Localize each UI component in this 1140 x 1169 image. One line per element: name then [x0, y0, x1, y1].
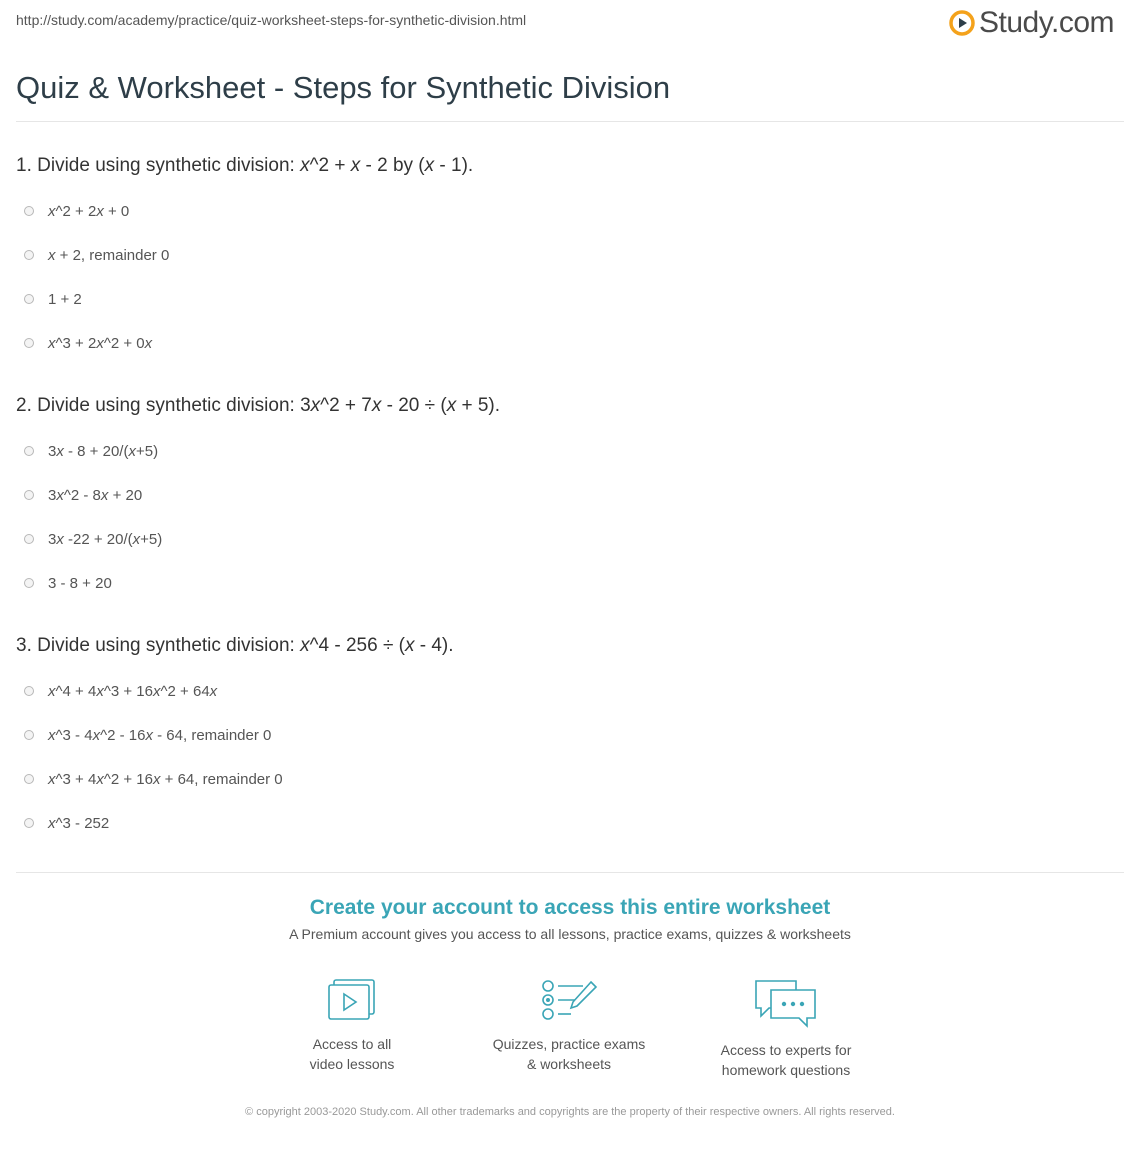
question-1 [16, 155, 1116, 365]
feature-quizzes [469, 978, 669, 1074]
answer-option[interactable] [16, 277, 1116, 321]
question-3 [16, 635, 1116, 845]
feature-label-line2: homework questions [721, 1062, 851, 1078]
answer-option-text: x^4 + 4x^3 + 16x^2 + 64x [48, 682, 218, 700]
feature-label-line1: Quizzes, practice exams [492, 1036, 646, 1052]
feature-video-lessons [252, 978, 452, 1074]
radio-button[interactable] [24, 686, 34, 696]
answer-option[interactable] [16, 713, 1116, 757]
radio-button[interactable] [24, 730, 34, 740]
answer-option-text: x^3 - 252 [48, 814, 110, 832]
question-text: 2. Divide using synthetic division: 3x^2 + 7x - 20 ÷ (x + 5). [16, 395, 501, 416]
answer-option[interactable] [16, 473, 1116, 517]
feature-experts [686, 978, 886, 1080]
cta-title[interactable]: Create your account to access this entire worksheet [309, 896, 831, 919]
radio-button[interactable] [24, 774, 34, 784]
video-lessons-icon [326, 978, 378, 1022]
answer-option-text: x + 2, remainder 0 [48, 246, 170, 264]
question-text: 3. Divide using synthetic division: x^4 - 256 ÷ (x - 4). [16, 635, 454, 656]
answer-option[interactable] [16, 801, 1116, 845]
chat-bubbles-icon [753, 978, 819, 1028]
feature-label-line2: & worksheets [526, 1056, 612, 1072]
radio-button[interactable] [24, 294, 34, 304]
answer-option[interactable] [16, 321, 1116, 365]
play-circle-logo-icon [949, 10, 975, 36]
answer-options [16, 429, 1116, 605]
answer-option[interactable] [16, 757, 1116, 801]
cta-subtitle: A Premium account gives you access to all lessons, practice exams, quizzes & worksheets [289, 926, 851, 942]
answer-option-text: 3 - 8 + 20 [48, 574, 112, 592]
answer-option-text: 3x -22 + 20/(x+5) [48, 530, 163, 548]
page-title: Quiz & Worksheet - Steps for Synthetic Division [16, 70, 671, 105]
answer-option-text: x^3 + 2x^2 + 0x [48, 334, 153, 352]
question-2 [16, 395, 1116, 605]
radio-button[interactable] [24, 250, 34, 260]
title-divider [16, 121, 1124, 122]
answer-option-text: x^2 + 2x + 0 [48, 202, 130, 220]
radio-button[interactable] [24, 578, 34, 588]
answer-option-text: 3x - 8 + 20/(x+5) [48, 442, 159, 460]
answer-option-text: x^3 + 4x^2 + 16x + 64, remainder 0 [48, 770, 283, 788]
answer-option-text: 3x^2 - 8x + 20 [48, 486, 143, 504]
quiz-checklist-icon [539, 978, 599, 1022]
answer-option[interactable] [16, 669, 1116, 713]
answer-options [16, 189, 1116, 365]
section-divider [16, 872, 1124, 873]
radio-button[interactable] [24, 534, 34, 544]
logo-text: Study.com [979, 6, 1114, 39]
page-url[interactable]: http://study.com/academy/practice/quiz-worksheet-steps-for-synthetic-division.html [16, 12, 527, 28]
radio-button[interactable] [24, 206, 34, 216]
radio-button[interactable] [24, 446, 34, 456]
answer-option[interactable] [16, 429, 1116, 473]
radio-button[interactable] [24, 490, 34, 500]
copyright-notice: © copyright 2003-2020 Study.com. All other trademarks and copyrights are the property of their respective owners. All rights reserved. [245, 1106, 895, 1118]
top-bar [0, 0, 1140, 60]
answer-option[interactable] [16, 189, 1116, 233]
answer-option[interactable] [16, 561, 1116, 605]
feature-label-line1: Access to experts for [720, 1042, 852, 1058]
radio-button[interactable] [24, 338, 34, 348]
feature-label-line2: video lessons [309, 1056, 395, 1072]
answer-options [16, 669, 1116, 845]
answer-option[interactable] [16, 233, 1116, 277]
answer-option-text: x^3 - 4x^2 - 16x - 64, remainder 0 [48, 726, 272, 744]
feature-label-line1: Access to all [312, 1036, 392, 1052]
answer-option-text: 1 + 2 [48, 290, 82, 308]
question-text: 1. Divide using synthetic division: x^2 + x - 2 by (x - 1). [16, 155, 474, 176]
answer-option[interactable] [16, 517, 1116, 561]
radio-button[interactable] [24, 818, 34, 828]
study-com-logo[interactable] [949, 6, 1114, 40]
